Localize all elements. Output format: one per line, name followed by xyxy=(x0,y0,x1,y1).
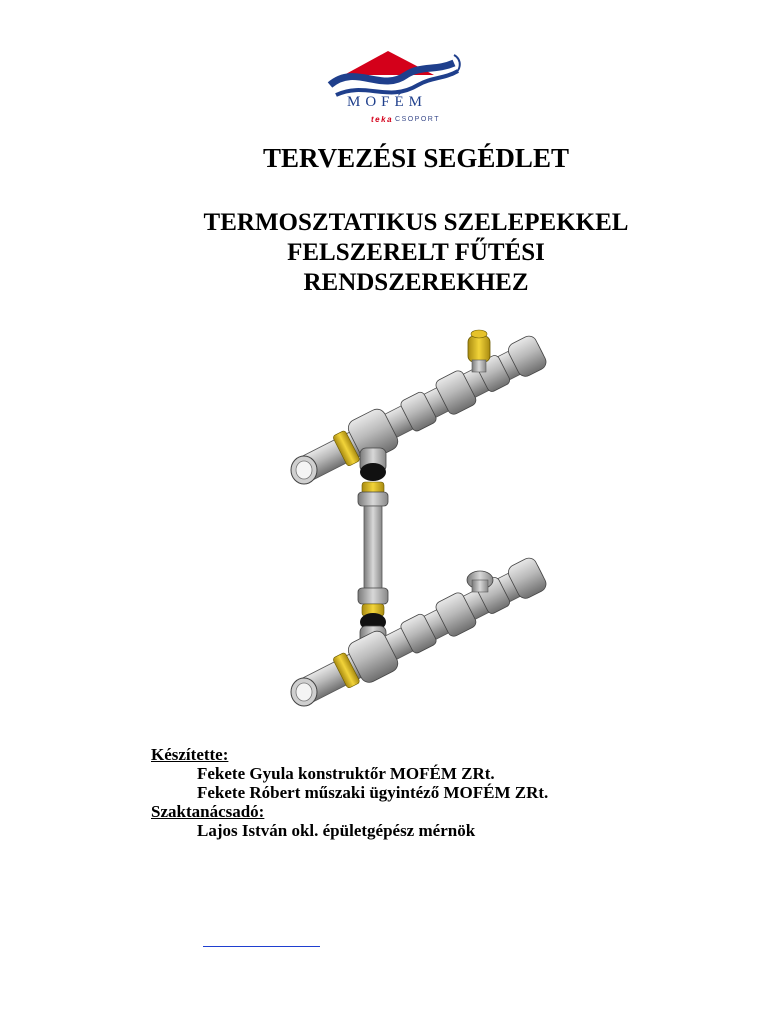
subtitle-line-3: RENDSZEREKHEZ xyxy=(303,269,529,296)
thermostatic-head-icon xyxy=(468,336,490,362)
author-2: Fekete Róbert műszaki ügyintéző MOFÉM ZRt. xyxy=(197,783,549,802)
document-subtitle xyxy=(0,208,768,298)
subtitle-line-1: TERMOSZTATIKUS SZELEPEKKEL xyxy=(203,209,629,236)
prepared-by-label: Készítette: xyxy=(151,745,229,764)
lower-pipe-branch xyxy=(290,552,551,714)
vertical-connector-pipe xyxy=(358,448,388,646)
logo-subtext-label: CSOPORT xyxy=(395,116,441,123)
logo-subtext xyxy=(371,115,440,124)
hyperlink-underline[interactable] xyxy=(203,946,320,947)
advisor-name: Lajos István okl. épületgépész mérnök xyxy=(197,821,476,840)
pipe-assembly-illustration xyxy=(280,322,560,722)
author-1: Fekete Gyula konstruktőr MOFÉM ZRt. xyxy=(197,764,495,783)
subtitle-line-2: FELSZERELT FŰTÉSI xyxy=(287,239,545,266)
logo-brand-text: MOFÉM xyxy=(346,94,427,110)
advisor-label: Szaktanácsadó: xyxy=(151,802,265,821)
teka-mark: teka xyxy=(371,115,394,124)
credits-block xyxy=(151,745,548,840)
upper-pipe-branch xyxy=(290,330,551,492)
document-title: TERVEZÉSI SEGÉDLET xyxy=(263,143,569,173)
